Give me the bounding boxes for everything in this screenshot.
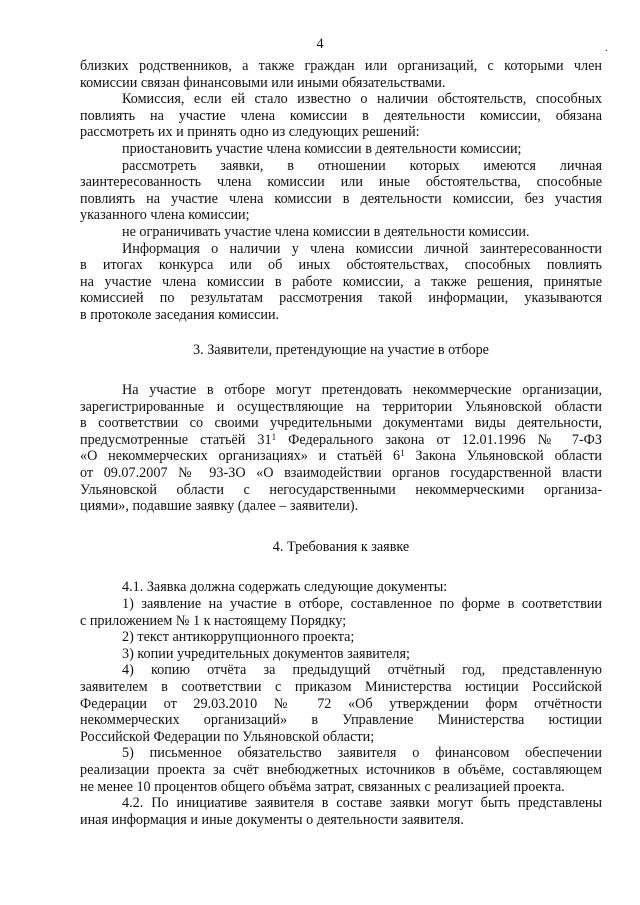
paragraph: иная информация и иные документы о деятельности заявителя. bbox=[80, 811, 464, 828]
paragraph: циями», подавшие заявку (далее – заявители). bbox=[80, 498, 359, 515]
paragraph: Федерации от 29.03.2010 № 72 «Об утверждении форм отчётности bbox=[80, 695, 602, 712]
paragraph: от 09.07.2007 № 93-ЗО «О взаимодействии органов государственной власти bbox=[80, 465, 602, 482]
paragraph: реализации проекта за счёт внебюджетных источников в объёме, составляющем bbox=[80, 761, 602, 778]
paragraph: предусмотренные статьёй $31^1$ Федерального закона от 12.01.1996 № 7-ФЗ bbox=[80, 431, 602, 448]
paragraph: в протоколе заседания комиссии. bbox=[80, 306, 280, 323]
section-heading: 3. Заявители, претендующие на участие в отборе bbox=[193, 341, 489, 358]
paragraph: заявителем в соответствии с приказом Министерства юстиции Российской bbox=[80, 679, 602, 695]
section-heading: 4. Требования к заявке bbox=[272, 538, 410, 555]
paragraph: повлиять на участие члена комиссии в деятельности комиссии, без участия bbox=[80, 190, 602, 207]
paragraph: 2) текст антикоррупционного проекта; bbox=[122, 629, 355, 646]
paragraph: на участие члена комиссии в работе комиссии, а также решения, принятые bbox=[80, 273, 602, 290]
paragraph: 5) письменное обязательство заявителя о финансовом обеспечении bbox=[122, 745, 602, 762]
superscript: 1 bbox=[400, 448, 405, 459]
paragraph: комиссией по результатам рассмотрения такой информации, указываются bbox=[80, 290, 602, 307]
paragraph: «О некоммерческих организациях» и статьёй $6^1$ Закона Ульяновской области bbox=[80, 448, 602, 465]
paragraph: 1) заявление на участие в отборе, составленное по форме в соответствии bbox=[122, 596, 602, 613]
paragraph: На участие в отборе могут претендовать некоммерческие организации, bbox=[122, 382, 602, 399]
paragraph: 4.2. По инициативе заявителя в составе заявки могут быть представлены bbox=[122, 795, 602, 812]
paragraph: Российской Федерации по Ульяновской области; bbox=[80, 728, 375, 745]
paragraph: рассмотреть заявки, в отношении которых имеются личная bbox=[122, 157, 602, 174]
paragraph: зарегистрированные и осуществляющие на территории Ульяновской области bbox=[80, 398, 602, 415]
paragraph: близких родственников, а также граждан или организаций, с которыми член bbox=[80, 58, 602, 74]
paragraph: 3) копии учредительных документов заявителя; bbox=[122, 645, 410, 662]
paragraph: в соответствии со своими учредительными документами виды деятельности, bbox=[80, 415, 602, 432]
page-number: 4 bbox=[316, 36, 324, 52]
paragraph: не ограничивать участие члена комиссии в деятельности комиссии. bbox=[122, 223, 530, 240]
paragraph: заинтересованность члена комиссии или иные обстоятельства, способные bbox=[80, 174, 602, 191]
corner-mark: · bbox=[604, 46, 608, 57]
paragraph: комиссии связан финансовыми или иными обязательствами. bbox=[80, 74, 446, 91]
paragraph: не менее 10 процентов общего объёма затрат, связанных с реализацией проекта. bbox=[80, 778, 565, 795]
superscript: 1 bbox=[271, 431, 277, 442]
paragraph: 4.1. Заявка должна содержать следующие документы: bbox=[122, 579, 448, 596]
paragraph: рассмотреть их и принять одно из следующих решений: bbox=[80, 124, 420, 141]
paragraph: приостановить участие члена комиссии в деятельности комиссии; bbox=[122, 140, 522, 157]
paragraph: указанного члена комиссии; bbox=[80, 207, 250, 224]
paragraph: в итогах конкурса или об иных обстоятельствах, способных повлиять bbox=[80, 257, 602, 274]
document-body bbox=[80, 58, 602, 828]
paragraph: Информация о наличии у члена комиссии личной заинтересованности bbox=[122, 240, 602, 257]
paragraph: 4) копию отчёта за предыдущий отчётный год, представленную bbox=[122, 662, 602, 679]
paragraph: некоммерческих организаций» в Управление Министерства юстиции bbox=[80, 712, 602, 729]
paragraph: повлиять на участие члена комиссии в деятельности комиссии, обязана bbox=[80, 107, 602, 124]
paragraph: Комиссия, если ей стало известно о наличии обстоятельств, способных bbox=[122, 91, 602, 108]
paragraph: с приложением № 1 к настоящему Порядку; bbox=[80, 612, 347, 629]
paragraph: Ульяновской области с негосударственными некоммерческими организа- bbox=[80, 481, 602, 498]
